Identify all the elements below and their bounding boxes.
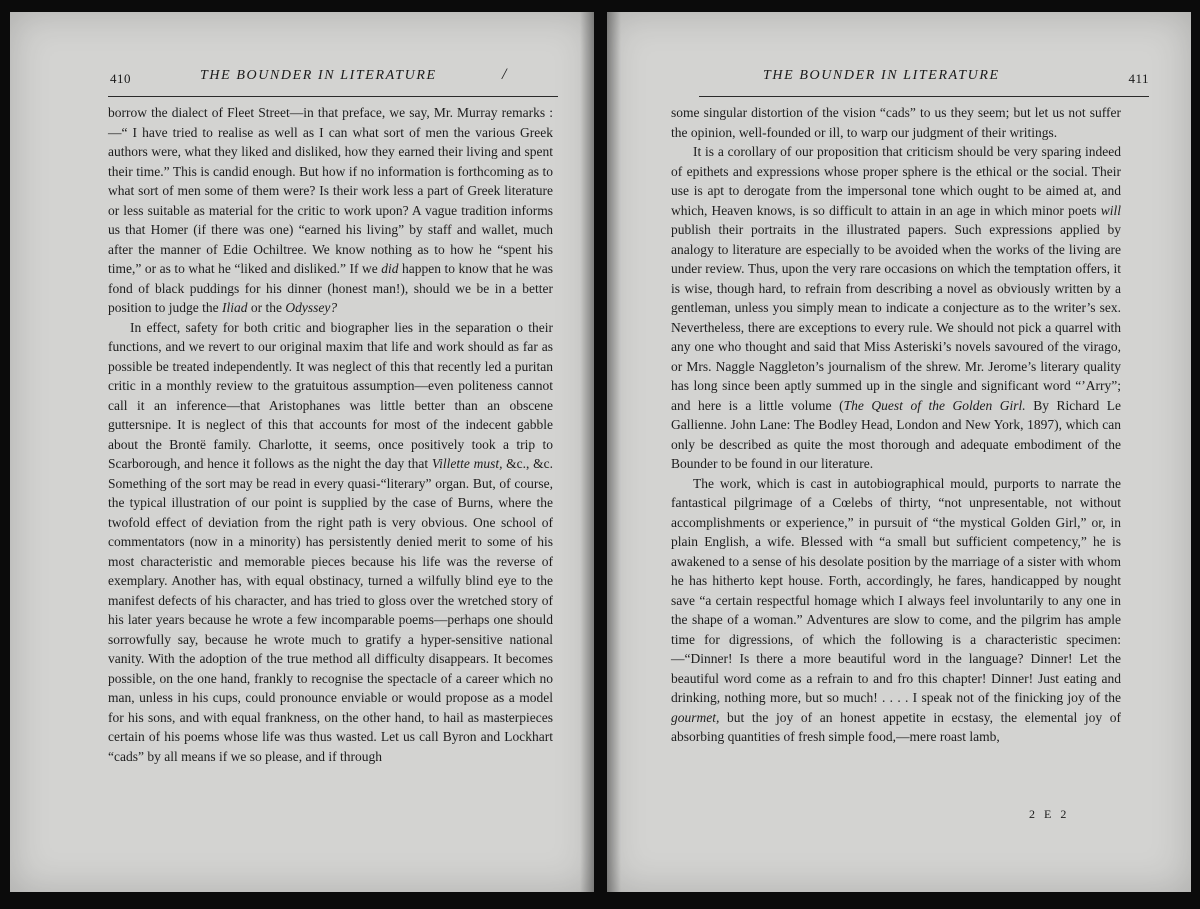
paragraph <box>108 103 553 318</box>
text-run: The work, which is cast in autobiographical mould, purports to narrate the fantastical pilgrimage of a Cœlebs of thirty, “not unpresentable, not without accomplishments or experience,” in pursuit of “the mystical Golden Girl,” or, in plain English, a wife. Blessed with “a small but sufficient competency,” he is awakened to a sense of his desolate position by the marriage of a sister with whom he has hitherto kept house. Forth, accordingly, he fares, handicapped by nought save “a certain respectful homage which I always feel involuntarily to any one in the shape of a woman.” Adventures are slow to come, and the pilgrim has ample time for digressions, of which the following is a characteristic specimen:—“Dinner! Is there a more beautiful word in the language? Dinner! Let the beautiful word come as a refrain to and fro this chapter! Dinner! Just eating and drinking, nothing more, but so much! . . . . I speak not of the finicking joy of the <box>671 475 1121 705</box>
right-body-text <box>671 103 1121 747</box>
italic-run: did <box>381 261 399 276</box>
text-run: publish their portraits in the illustrated papers. Such expressions applied by analogy to literature are especially to be avoided when the works of the living are under review. Thus, upon the very rare occasions on which the temptation offers, it is wise, though hard, to refrain from describing a novel as obviously written by a gentleman, unless you simply mean to indicate a conjecture as to the writer’s sex. Nevertheless, there are exceptions to every rule. We should not pick a quarrel with any one who thought and said that Miss Asteriski’s novels savoured of the virago, or Mrs. Naggle Naggleton’s journalism of the shrew. Mr. Jerome’s literary quality has long since been aptly summed up in the single and significant word “’Arry”; and here is a little volume ( <box>671 222 1121 413</box>
gutter-shadow <box>580 12 594 892</box>
left-body-text <box>108 103 553 766</box>
page-number: 410 <box>110 71 131 86</box>
text-run: By Richard Le Gallienne. John Lane: The Bodley Head, London and New York, 1897), which can only be described as quite the most thorough and adequate embodiment of the Bounder to be found in our literature. <box>671 397 1121 471</box>
text-run: but the joy of an honest appetite in ecstasy, the elemental joy of absorbing quantities of fresh simple food,—mere roast lamb, <box>671 709 1121 744</box>
header-rule <box>699 96 1149 97</box>
italic-run: will <box>1100 202 1121 218</box>
text-run: It is a corollary of our proposition that criticism should be very sparing indeed of epithets and expressions whose proper sphere is the ethical or the social. Their use is apt to derogate from the impersonal tone which ought to be aimed at, and which, Heaven knows, is so difficult to attain in an age in which minor poets <box>671 144 1121 218</box>
paragraph <box>108 318 553 767</box>
header-rule <box>108 96 558 97</box>
right-page <box>607 12 1191 892</box>
text-run: In effect, safety for both critic and biographer lies in the separation o their functions, and we revert to our original maxim that life and work should as far as possible be treated independently. It was neglect of this that recently led a puritan critic in a monthly review to the gratuitous assumption—even politeness cannot call it an inference—that Aristophanes was little better than an obscene guttersnipe. It is neglect of this that accounts for most of the indecent gabble about the Brontë family. Charlotte, it seems, once positively took a trip to Scarborough, and hence it follows as the night the day that <box>108 319 553 471</box>
text-run: some singular distortion of the vision “cads” to us they seem; but let us not suffer the opinion, well-founded or ill, to warp our judgment of their writings. <box>671 105 1121 140</box>
italic-run: Villette must, <box>431 456 503 471</box>
italic-run: Odyssey? <box>285 300 338 315</box>
paragraph <box>671 142 1121 474</box>
text-run: or the <box>247 300 286 315</box>
margin-mark: / <box>502 66 507 83</box>
italic-run: gourmet, <box>671 709 720 725</box>
italic-run: The Quest of the Golden Girl. <box>843 397 1026 413</box>
running-head-title: THE BOUNDER IN LITERATURE <box>763 68 1000 83</box>
left-page <box>10 12 594 892</box>
paragraph <box>671 474 1121 747</box>
left-running-header <box>108 68 558 90</box>
signature-mark: 2 E 2 <box>1029 807 1070 821</box>
italic-run: Iliad <box>222 300 248 315</box>
text-run: borrow the dialect of Fleet Street—in that preface, we say, Mr. Murray remarks :—“ I have tried to realise as well as I can what sort of men the various Greek authors were, what they liked and disliked, how they earned their living and spent their time.” This is candid enough. But how if no information is forthcoming as to what sort of men some of them were? Is their work less a part of Greek literature or less suitable as material for the critic to work upon? A vague tradition informs us that Homer (if there was one) “earned his living” by staff and wallet, much after the manner of Edie Ochiltree. We know nothing as to how he “spent his time,” or as to what he “liked and disliked.” If we <box>108 105 553 276</box>
running-head-title: THE BOUNDER IN LITERATURE <box>200 68 437 83</box>
text-run: &c., &c. Something of the sort may be read in every quasi-“literary” organ. But, of course, the typical illustration of our point is supplied by the case of Burns, where the twofold effect of deviation from the right path is very obvious. One school of commentators (now in a minority) has persistently denied merit to some of his most characteristic and memorable pieces because his life was the reverse of exemplary. Another has, with equal obstinacy, turned a wilfully blind eye to the manifest defects of his character, and has tried to gloss over the wretched story of his later years because he wrote a few incomparable poems—perhaps one should sorrowfully say, because he wrote much to gratify a hyper-sensitive national vanity. With the adoption of the true method all difficulty disappears. It becomes possible, on the one hand, frankly to recognise the spectacle of a career which no man, unless in his cups, could pronounce enviable or would propose as a model for his sons, and with equal frankness, on the other hand, to hail as masterpieces certain of his poems whose life was thus wasted. Let us call Byron and Lockhart “cads” by all means if we so please, and if through <box>108 456 553 764</box>
paragraph <box>671 103 1121 142</box>
gutter-shadow <box>607 12 621 892</box>
page-number: 411 <box>1128 71 1149 86</box>
text-run: happen to know that he was fond of black puddings for his dinner (honest man!), should we be in a better position to judge the <box>108 261 553 315</box>
right-running-header <box>699 68 1149 90</box>
